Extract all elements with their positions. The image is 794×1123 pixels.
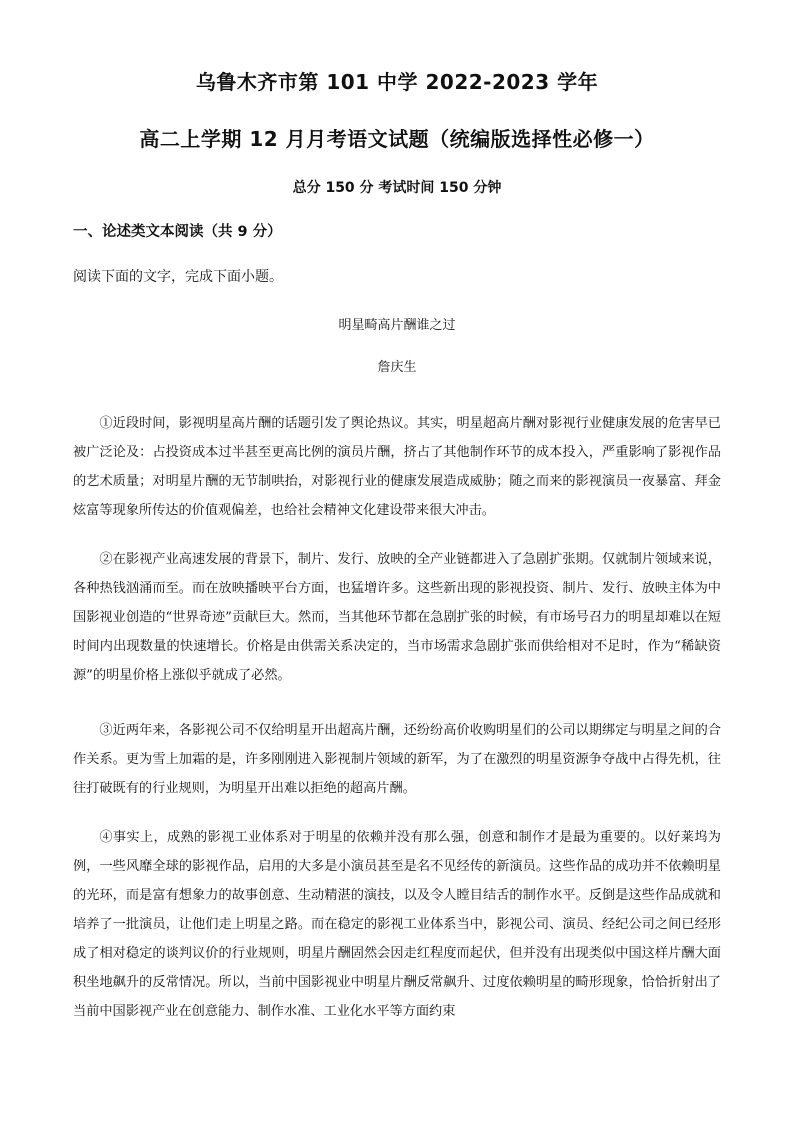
article-paragraph-4: ④事实上，成熟的影视工业体系对于明星的依赖并没有那么强，创意和制作才是最为重要的。以好莱坞为例，一些风靡全球的影视作品，启用的大多是小演员甚至是名不见经传的新演员。这些作品的成功并不依赖明星的光环，而是富有想象力的故事创意、生动精湛的演技，以及令人瞠目结舌的制作水平。反倒是这些作品成就和培养了一批演员，让他们走上明星之路。而在稳定的影视工业体系当中，影视公司、演员、经纪公司之间已经形成了相对稳定的谈判议价的行业规则，明星片酬固然会因走红程度而起伏，但并没有出现类似中国这样片酬大面积坐地飙升的反常情况。所以，当前中国影视业中明星片酬反常飙升、过度依赖明星的畸形现象，恰恰折射出了当前中国影视产业在创意能力、制作水准、工业化水平等方面约束 (73, 830, 721, 1020)
article-paragraph-2: ②在影视产业高速发展的背景下，制片、发行、放映的全产业链都进入了急剧扩张期。仅就制片领域来说，各种热钱汹涌而至。而在放映播映平台方面，也猛增许多。这些新出现的影视投资、制片、发行、放映主体为中国影视业创造的“世界奇迹”贡献巨大。然而，当其他环节都在急剧扩张的时候，有市场号召力的明星却难以在短时间内出现数量的快速增长。价格是由供需关系决定的，当市场需求急剧扩张而供给相对不足时，作为“稀缺资源”的明星价格上涨似乎就成了必然。 (73, 552, 721, 684)
article-author: 詹庆生 (377, 360, 417, 375)
article-paragraph-1: ①近段时间，影视明星高片酬的话题引发了舆论热议。其实，明星超高片酬对影视行业健康发展的危害早已被广泛论及：占投资成本过半甚至更高比例的演员片酬，挤占了其他制作环节的成本投入，严重影响了影视作品的艺术质量；对明星片酬的无节制哄抬，对影视行业的健康发展造成威胁；随之而来的影视演员一夜暴富、拜金炫富等现象所传达的价值观偏差，也给社会精神文化建设带来很大冲击。 (73, 416, 721, 519)
reading-instruction: 阅读下面的文字，完成下面小题。 (73, 269, 283, 285)
exam-score-time: 总分 150 分 考试时间 150 分钟 (292, 180, 502, 196)
section-heading: 一、论述类文本阅读（共 9 分） (73, 224, 282, 240)
article-paragraph-3: ③近两年来，各影视公司不仅给明星开出超高片酬，还纷纷高价收购明星们的公司以期绑定与明星之间的合作关系。更为雪上加霜的是，许多刚刚进入影视制片领域的新军，为了在激烈的明星资源争夺战中占得先机，往往打破既有的行业规则，为明星开出难以拒绝的超高片酬。 (73, 723, 721, 797)
exam-title-line1: 乌鲁木齐市第 101 中学 2022-2023 学年 (195, 70, 599, 94)
exam-title-line2: 高二上学期 12 月月考语文试题（统编版选择性必修一） (139, 127, 655, 151)
article-title: 明星畸高片酬谁之过 (338, 318, 456, 333)
